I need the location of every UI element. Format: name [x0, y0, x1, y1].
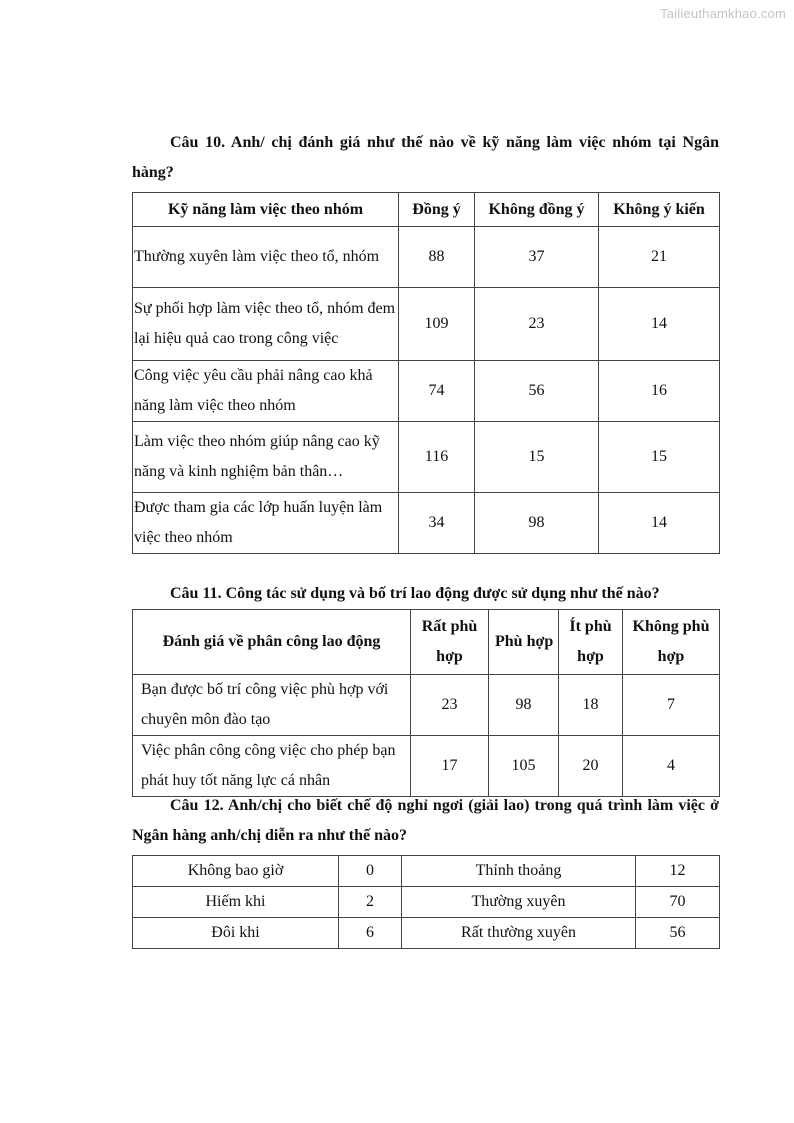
- cell-value: 21: [599, 227, 720, 288]
- question-10-title: Câu 10. Anh/ chị đánh giá như thế nào về kỹ năng làm việc nhóm tại Ngân hàng?: [132, 134, 719, 181]
- q10-header: Không đồng ý: [475, 193, 599, 227]
- cell-value: 16: [599, 361, 720, 422]
- cell-value: 14: [599, 288, 720, 361]
- table-row: [133, 422, 720, 493]
- cell-value: 105: [489, 736, 559, 797]
- cell-value: 0: [339, 856, 402, 887]
- cell-value: 34: [399, 493, 475, 554]
- cell-value: 7: [623, 675, 720, 736]
- table-row: [133, 736, 720, 797]
- row-label: Sự phối hợp làm việc theo tổ, nhóm đem lại hiệu quả cao trong công việc: [133, 288, 399, 361]
- cell-label: Đôi khi: [133, 918, 339, 949]
- cell-value: 56: [475, 361, 599, 422]
- cell-value: 56: [636, 918, 720, 949]
- q11-header: Phù hợp: [489, 610, 559, 675]
- cell-value: 20: [559, 736, 623, 797]
- cell-label: Rất thường xuyên: [402, 918, 636, 949]
- row-label: Được tham gia các lớp huấn luyện làm việc theo nhóm: [133, 493, 399, 554]
- table-row: [133, 918, 720, 949]
- question-11-title: Câu 11. Công tác sử dụng và bố trí lao động được sử dụng như thế nào?: [170, 585, 660, 602]
- table-row: [133, 887, 720, 918]
- q10-header: Kỹ năng làm việc theo nhóm: [133, 193, 399, 227]
- table-row: [133, 361, 720, 422]
- table-row: [133, 856, 720, 887]
- q10-table: [132, 192, 720, 554]
- cell-label: Thường xuyên: [402, 887, 636, 918]
- row-label: Việc phân công công việc cho phép bạn phát huy tốt năng lực cá nhân: [133, 736, 411, 797]
- q10-header-row: [133, 193, 720, 227]
- cell-value: 4: [623, 736, 720, 797]
- cell-value: 88: [399, 227, 475, 288]
- cell-value: 98: [475, 493, 599, 554]
- q11-header: Rất phù hợp: [411, 610, 489, 675]
- q11-table: [132, 609, 720, 797]
- row-label: Bạn được bố trí công việc phù hợp với chuyên môn đào tạo: [133, 675, 411, 736]
- row-label: Công việc yêu cầu phải nâng cao khả năng làm việc theo nhóm: [133, 361, 399, 422]
- q12-table: [132, 855, 720, 949]
- watermark: Tailieuthamkhao.com: [660, 6, 786, 21]
- row-label: Thường xuyên làm việc theo tổ, nhóm: [133, 227, 399, 288]
- table-row: [133, 288, 720, 361]
- cell-value: 23: [475, 288, 599, 361]
- cell-value: 116: [399, 422, 475, 493]
- table-row: [133, 227, 720, 288]
- cell-value: 109: [399, 288, 475, 361]
- table-row: [133, 493, 720, 554]
- cell-value: 74: [399, 361, 475, 422]
- cell-value: 98: [489, 675, 559, 736]
- cell-label: Thỉnh thoảng: [402, 856, 636, 887]
- q10-header: Đồng ý: [399, 193, 475, 227]
- cell-value: 23: [411, 675, 489, 736]
- cell-value: 6: [339, 918, 402, 949]
- q11-header: Đánh giá về phân công lao động: [133, 610, 411, 675]
- q11-header: Không phù hợp: [623, 610, 720, 675]
- cell-value: 14: [599, 493, 720, 554]
- cell-value: 37: [475, 227, 599, 288]
- cell-value: 17: [411, 736, 489, 797]
- cell-value: 70: [636, 887, 720, 918]
- row-label: Làm việc theo nhóm giúp nâng cao kỹ năng và kinh nghiệm bản thân…: [133, 422, 399, 493]
- cell-value: 12: [636, 856, 720, 887]
- q11-header-row: [133, 610, 720, 675]
- q11-header: Ít phù hợp: [559, 610, 623, 675]
- table-row: [133, 675, 720, 736]
- q10-header: Không ý kiến: [599, 193, 720, 227]
- cell-label: Không bao giờ: [133, 856, 339, 887]
- question-12-title: Câu 12. Anh/chị cho biết chế độ nghỉ ngơi (giải lao) trong quá trình làm việc ở Ngân hàng anh/chị diễn ra như thế nào?: [132, 797, 719, 844]
- cell-label: Hiếm khi: [133, 887, 339, 918]
- cell-value: 15: [475, 422, 599, 493]
- cell-value: 2: [339, 887, 402, 918]
- cell-value: 15: [599, 422, 720, 493]
- cell-value: 18: [559, 675, 623, 736]
